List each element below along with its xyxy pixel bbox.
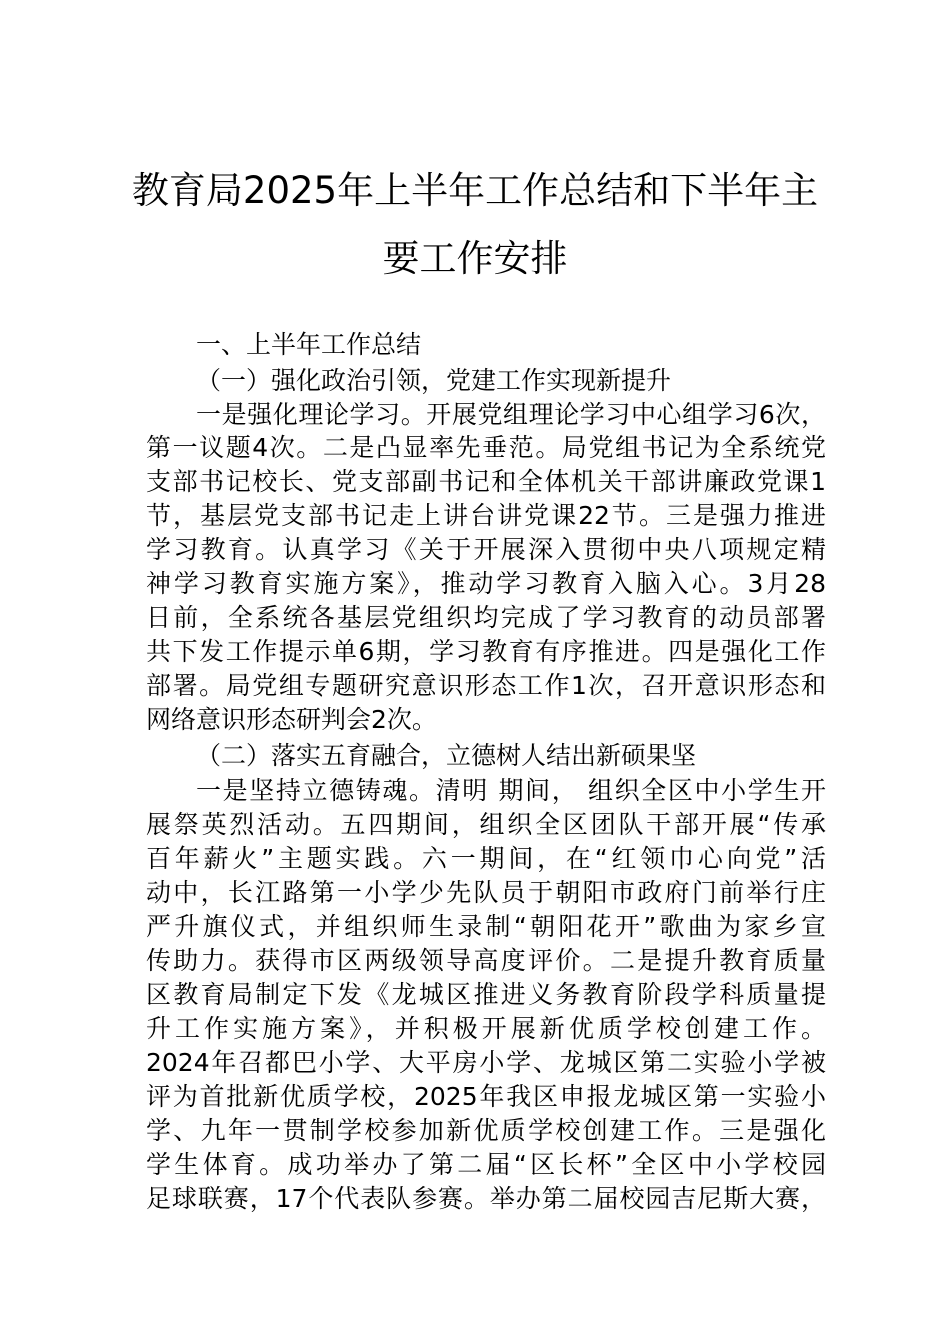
paragraph-line: 一是强化理论学习。开展党组理论学习中心组学习6次， xyxy=(196,400,826,429)
paragraph-line: 学生体育。成功举办了第二届“区长杯”全区中小学校园 xyxy=(146,1150,826,1179)
document-title-line-2: 要工作安排 xyxy=(382,237,568,280)
paragraph-line: 学习教育。认真学习《关于开展深入贯彻中央八项规定精 xyxy=(146,535,826,564)
paragraph-line: 区教育局制定下发《龙城区推进义务教育阶段学科质量提 xyxy=(146,980,826,1009)
subsection-heading: （二）落实五育融合，立德树人结出新硕果坚 xyxy=(196,741,697,770)
paragraph-line: 学、九年一贯制学校参加新优质学校创建工作。三是强化 xyxy=(146,1116,826,1145)
paragraph-line: 节，基层党支部书记走上讲台讲党课22节。三是强力推进 xyxy=(146,501,826,530)
paragraph-line: 动中，长江路第一小学少先队员于朝阳市政府门前举行庄 xyxy=(146,878,826,907)
subsection-heading: （一）强化政治引领，党建工作实现新提升 xyxy=(196,366,672,395)
paragraph-line: 传助力。获得市区两级领导高度评价。二是提升教育质量 xyxy=(146,946,826,975)
paragraph-line: 2024年召都巴小学、大平房小学、龙城区第二实验小学被 xyxy=(146,1048,826,1077)
paragraph-line: 共下发工作提示单6期，学习教育有序推进。四是强化工作 xyxy=(146,637,826,666)
paragraph-line: 足球联赛，17个代表队参赛。举办第二届校园吉尼斯大赛， xyxy=(146,1184,826,1213)
paragraph-line: 日前，全系统各基层党组织均完成了学习教育的动员部署 xyxy=(146,603,826,632)
paragraph-line: 一是坚持立德铸魂。清明 期间， 组织全区中小学生开 xyxy=(196,776,826,805)
paragraph-line: 展祭英烈活动。五四期间，组织全区团队干部开展“传承 xyxy=(146,810,826,839)
section-heading: 一、上半年工作总结 xyxy=(196,330,422,359)
paragraph-line: 部署。局党组专题研究意识形态工作1次，召开意识形态和 xyxy=(146,671,826,700)
paragraph-line: 升工作实施方案》，并积极开展新优质学校创建工作。 xyxy=(146,1014,826,1043)
paragraph-line: 网络意识形态研判会2次。 xyxy=(146,705,437,734)
paragraph-line: 评为首批新优质学校，2025年我区申报龙城区第一实验小 xyxy=(146,1082,826,1111)
paragraph-line: 第一议题4次。二是凸显率先垂范。局党组书记为全系统党 xyxy=(146,433,826,462)
paragraph-line: 百年薪火”主题实践。六一期间，在“红领巾心向党”活 xyxy=(146,844,826,873)
paragraph-line: 严升旗仪式，并组织师生录制“朝阳花开”歌曲为家乡宣 xyxy=(146,912,826,941)
paragraph-line: 支部书记校长、党支部副书记和全体机关干部讲廉政党课1 xyxy=(146,467,826,496)
paragraph-line: 神学习教育实施方案》，推动学习教育入脑入心。3月28 xyxy=(146,569,826,598)
document-title-line-1: 教育局2025年上半年工作总结和下半年主 xyxy=(131,169,819,212)
